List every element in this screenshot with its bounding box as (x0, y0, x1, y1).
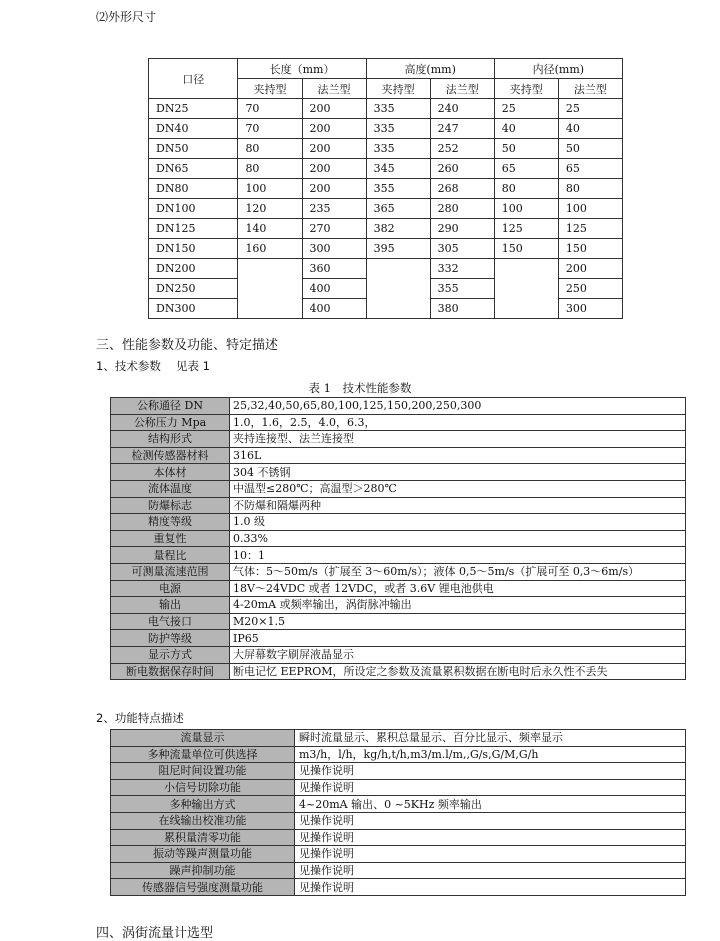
tech-params-subtitle: 1、技术参数 见表 1 (96, 359, 210, 373)
header-flange: 法兰型 (430, 79, 494, 99)
table-row (111, 563, 686, 580)
param-label: 可测量流速范围 (111, 563, 230, 580)
table-cell: 100 (494, 199, 558, 219)
table-row (111, 846, 686, 863)
table-row (149, 119, 623, 139)
param-label: 量程比 (111, 547, 230, 564)
param-value: 见操作说明 (295, 763, 686, 780)
table-cell: 305 (430, 239, 494, 259)
table-cell: 50 (558, 139, 622, 159)
param-label: 公称通径 DN (111, 398, 230, 415)
param-value: 大屏幕数字刷屏液晶显示 (230, 646, 686, 663)
caliber-cell: DN80 (149, 179, 238, 199)
table-cell: 300 (558, 299, 622, 319)
dimension-table (148, 58, 623, 319)
param-label: 传感器信号强度测量功能 (111, 879, 295, 896)
table-cell: 25 (558, 99, 622, 119)
table-cell: 235 (302, 199, 366, 219)
param-value: 见操作说明 (295, 829, 686, 846)
header-flange: 法兰型 (558, 79, 622, 99)
param-label: 流体温度 (111, 480, 230, 497)
param-value: 瞬时流量显示、累积总量显示、百分比显示、频率显示 (295, 730, 686, 747)
caliber-cell: DN65 (149, 159, 238, 179)
table-row (149, 139, 623, 159)
param-label: 公称压力 Mpa (111, 414, 230, 431)
param-label: 多种流量单位可供选择 (111, 746, 295, 763)
caliber-cell: DN125 (149, 219, 238, 239)
caliber-cell: DN300 (149, 299, 238, 319)
table-cell: 200 (558, 259, 622, 279)
table-row (111, 414, 686, 431)
table-cell: 270 (302, 219, 366, 239)
param-value: 见操作说明 (295, 862, 686, 879)
table-cell: 247 (430, 119, 494, 139)
table-cell: 335 (366, 139, 430, 159)
table-cell: 382 (366, 219, 430, 239)
table-row (111, 514, 686, 531)
table-cell (238, 259, 302, 319)
table-row (149, 259, 623, 279)
table-cell: 260 (430, 159, 494, 179)
param-value: 不防爆和隔爆两种 (230, 497, 686, 514)
table-cell: 140 (238, 219, 302, 239)
header-clamp: 夹持型 (238, 79, 302, 99)
table-cell: 200 (302, 99, 366, 119)
header-inner-diameter: 内径(mm) (494, 59, 622, 79)
table-cell: 200 (302, 179, 366, 199)
table-cell (494, 259, 558, 319)
param-value: 气体：5～50m/s（扩展至 3～60m/s）；液体 0,5～5m/s（扩展可至 0,3～6m/s） (230, 563, 686, 580)
table-cell: 332 (430, 259, 494, 279)
caliber-cell: DN200 (149, 259, 238, 279)
param-value: 见操作说明 (295, 846, 686, 863)
param-label: 小信号切除功能 (111, 779, 295, 796)
param-value: 中温型≤280℃；高温型＞280℃ (230, 480, 686, 497)
table-cell: 355 (430, 279, 494, 299)
table-row (111, 730, 686, 747)
param-value: 316L (230, 447, 686, 464)
table-cell: 280 (430, 199, 494, 219)
table-row (111, 746, 686, 763)
table-row (111, 431, 686, 448)
table-row (111, 447, 686, 464)
table-cell: 65 (558, 159, 622, 179)
table-row (149, 199, 623, 219)
table-cell: 100 (238, 179, 302, 199)
param-label: 多种输出方式 (111, 796, 295, 813)
param-label: 检测传感器材料 (111, 447, 230, 464)
table-cell: 70 (238, 119, 302, 139)
table-row (111, 398, 686, 415)
param-value: 304 不锈钢 (230, 464, 686, 481)
table-row (149, 239, 623, 259)
param-value: 18V～24VDC 或者 12VDC，或者 3.6V 锂电池供电 (230, 580, 686, 597)
param-label: 防护等级 (111, 630, 230, 647)
table-cell: 290 (430, 219, 494, 239)
table-cell: 345 (366, 159, 430, 179)
param-value: 1.0 级 (230, 514, 686, 531)
table-cell: 395 (366, 239, 430, 259)
table-cell: 100 (558, 199, 622, 219)
table-row (111, 763, 686, 780)
param-value: 10：1 (230, 547, 686, 564)
caliber-cell: DN40 (149, 119, 238, 139)
table-row (111, 464, 686, 481)
param-value: IP65 (230, 630, 686, 647)
param-value: m3/h，l/h，kg/h,t/h,m3/m.l/m,,G/s,G/M,G/h (295, 746, 686, 763)
header-caliber: 口径 (149, 59, 238, 99)
param-value: 见操作说明 (295, 812, 686, 829)
table-row (111, 480, 686, 497)
table-cell: 160 (238, 239, 302, 259)
caliber-cell: DN25 (149, 99, 238, 119)
table-cell: 65 (494, 159, 558, 179)
table-cell: 335 (366, 119, 430, 139)
table-cell: 25 (494, 99, 558, 119)
table-row (111, 530, 686, 547)
param-value: 4-20mA 或频率输出，涡街脉冲输出 (230, 597, 686, 614)
features-table (110, 729, 686, 896)
table-row (111, 779, 686, 796)
table-cell: 120 (238, 199, 302, 219)
table-row (111, 879, 686, 896)
section4-title: 四、涡街流量计选型 (96, 926, 214, 941)
param-label: 振动等躁声测量功能 (111, 846, 295, 863)
param-label: 流量显示 (111, 730, 295, 747)
table-row (149, 159, 623, 179)
caliber-cell: DN100 (149, 199, 238, 219)
table-cell: 40 (494, 119, 558, 139)
table-cell: 380 (430, 299, 494, 319)
param-label: 结构形式 (111, 431, 230, 448)
param-label: 电气接口 (111, 613, 230, 630)
table-row (111, 613, 686, 630)
table-cell: 240 (430, 99, 494, 119)
table1-caption: 表 1 技术性能参数 (308, 381, 412, 395)
param-label: 阻尼时间设置功能 (111, 763, 295, 780)
section3-title: 三、性能参数及功能、特定描述 (96, 338, 279, 353)
caliber-cell: DN150 (149, 239, 238, 259)
param-label: 电源 (111, 580, 230, 597)
header-length: 长度（mm） (238, 59, 366, 79)
param-value: M20×1.5 (230, 613, 686, 630)
table-cell: 335 (366, 99, 430, 119)
table-row (149, 219, 623, 239)
param-label: 防爆标志 (111, 497, 230, 514)
table-cell: 50 (494, 139, 558, 159)
table-row (149, 99, 623, 119)
table-row (111, 663, 686, 680)
param-value: 1.0，1.6，2.5，4.0，6.3， (230, 414, 686, 431)
table-cell: 40 (558, 119, 622, 139)
table-cell: 250 (558, 279, 622, 299)
param-value: 见操作说明 (295, 879, 686, 896)
dimension-section-title: ⑵外形尺寸 (96, 10, 157, 24)
param-label: 输出 (111, 597, 230, 614)
param-label: 显示方式 (111, 646, 230, 663)
caliber-cell: DN250 (149, 279, 238, 299)
table-cell: 200 (302, 159, 366, 179)
features-subtitle: 2、功能特点描述 (96, 711, 184, 725)
table-row (111, 812, 686, 829)
table-cell: 252 (430, 139, 494, 159)
param-label: 在线输出校准功能 (111, 812, 295, 829)
table-row (111, 796, 686, 813)
header-flange: 法兰型 (302, 79, 366, 99)
header-clamp: 夹持型 (494, 79, 558, 99)
table-cell: 80 (238, 139, 302, 159)
table-cell (366, 259, 430, 319)
table-row (111, 862, 686, 879)
table-cell: 400 (302, 299, 366, 319)
header-clamp: 夹持型 (366, 79, 430, 99)
param-label: 累积量清零功能 (111, 829, 295, 846)
table-cell: 268 (430, 179, 494, 199)
table-cell: 80 (558, 179, 622, 199)
table-cell: 150 (494, 239, 558, 259)
table-row (149, 179, 623, 199)
table-row (111, 630, 686, 647)
param-label: 本体材 (111, 464, 230, 481)
param-label: 躁声抑制功能 (111, 862, 295, 879)
table-cell: 300 (302, 239, 366, 259)
param-value: 断电记忆 EEPROM，所设定之参数及流量累积数据在断电时后永久性不丢失 (230, 663, 686, 680)
table-cell: 80 (494, 179, 558, 199)
param-label: 重复性 (111, 530, 230, 547)
table-cell: 355 (366, 179, 430, 199)
table-cell: 400 (302, 279, 366, 299)
table-cell: 200 (302, 139, 366, 159)
table-row (111, 829, 686, 846)
param-value: 25,32,40,50,65,80,100,125,150,200,250,300 (230, 398, 686, 415)
table-cell: 125 (558, 219, 622, 239)
table-row (111, 597, 686, 614)
param-label: 断电数据保存时间 (111, 663, 230, 680)
table-cell: 80 (238, 159, 302, 179)
table-cell: 125 (494, 219, 558, 239)
table-row (111, 646, 686, 663)
table-cell: 200 (302, 119, 366, 139)
param-label: 精度等级 (111, 514, 230, 531)
table-row (111, 547, 686, 564)
table-cell: 365 (366, 199, 430, 219)
table-cell: 70 (238, 99, 302, 119)
table-cell: 360 (302, 259, 366, 279)
param-value: 0.33% (230, 530, 686, 547)
param-value: 夹持连接型、法兰连接型 (230, 431, 686, 448)
param-value: 4~20mA 输出、0 ~5KHz 频率输出 (295, 796, 686, 813)
param-value: 见操作说明 (295, 779, 686, 796)
table-row (111, 497, 686, 514)
tech-params-table (110, 397, 686, 680)
header-height: 高度(mm) (366, 59, 494, 79)
table-cell: 150 (558, 239, 622, 259)
caliber-cell: DN50 (149, 139, 238, 159)
table-row (111, 580, 686, 597)
